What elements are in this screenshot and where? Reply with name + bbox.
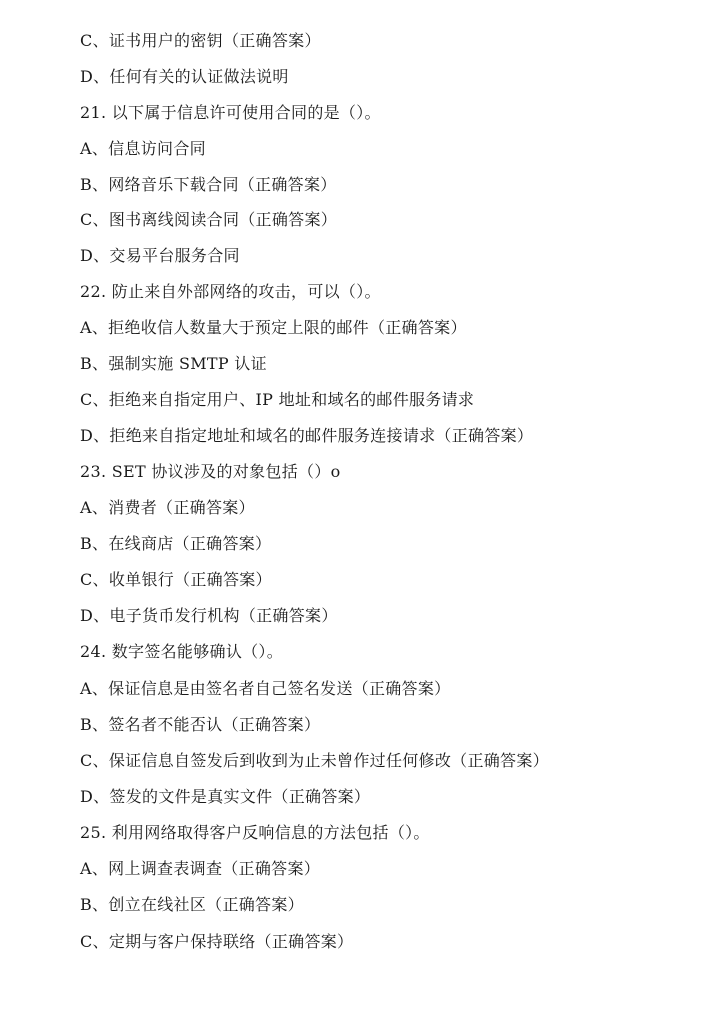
question-21: 21. 以下属于信息许可使用合同的是（）。	[80, 103, 381, 122]
option-b-q25: B、创立在线社区（正确答案）	[80, 895, 304, 914]
option-a-q25: A、网上调查表调查（正确答案）	[80, 859, 321, 878]
option-c-q20: C、证书用户的密钥（正确答案）	[80, 31, 321, 50]
question-25: 25. 利用网络取得客户反响信息的方法包括（）。	[80, 823, 430, 842]
option-c-q24: C、保证信息自签发后到收到为止未曾作过任何修改（正确答案）	[80, 751, 549, 770]
option-a-q23: A、消费者（正确答案）	[80, 498, 255, 517]
option-c-q22: C、拒绝来自指定用户、IP 地址和域名的邮件服务请求	[80, 390, 475, 409]
option-d-q20: D、任何有关的认证做法说明	[80, 67, 289, 86]
option-c-q23: C、收单银行（正确答案）	[80, 570, 272, 589]
option-d-q23: D、电子货币发行机构（正确答案）	[80, 606, 338, 625]
question-24: 24. 数字签名能够确认（）。	[80, 642, 284, 661]
option-d-q22: D、拒绝来自指定地址和域名的邮件服务连接请求（正确答案）	[80, 426, 534, 445]
option-b-q21: B、网络音乐下载合同（正确答案）	[80, 175, 337, 194]
option-a-q22: A、拒绝收信人数量大于预定上限的邮件（正确答案）	[80, 318, 467, 337]
option-b-q23: B、在线商店（正确答案）	[80, 534, 272, 553]
option-a-q24: A、保证信息是由签名者自己签名发送（正确答案）	[80, 679, 451, 698]
option-d-q21: D、交易平台服务合同	[80, 246, 240, 265]
option-d-q24: D、签发的文件是真实文件（正确答案）	[80, 787, 371, 806]
option-c-q25: C、定期与客户保持联络（正确答案）	[80, 932, 354, 951]
option-b-q22: B、强制实施 SMTP 认证	[80, 354, 267, 373]
question-23: 23. SET 协议涉及的对象包括（）o	[80, 462, 341, 481]
option-c-q21: C、图书离线阅读合同（正确答案）	[80, 210, 338, 229]
question-22: 22. 防止来自外部网络的攻击，可以（）。	[80, 282, 381, 301]
option-b-q24: B、签名者不能否认（正确答案）	[80, 715, 321, 734]
option-a-q21: A、信息访问合同	[80, 139, 206, 158]
